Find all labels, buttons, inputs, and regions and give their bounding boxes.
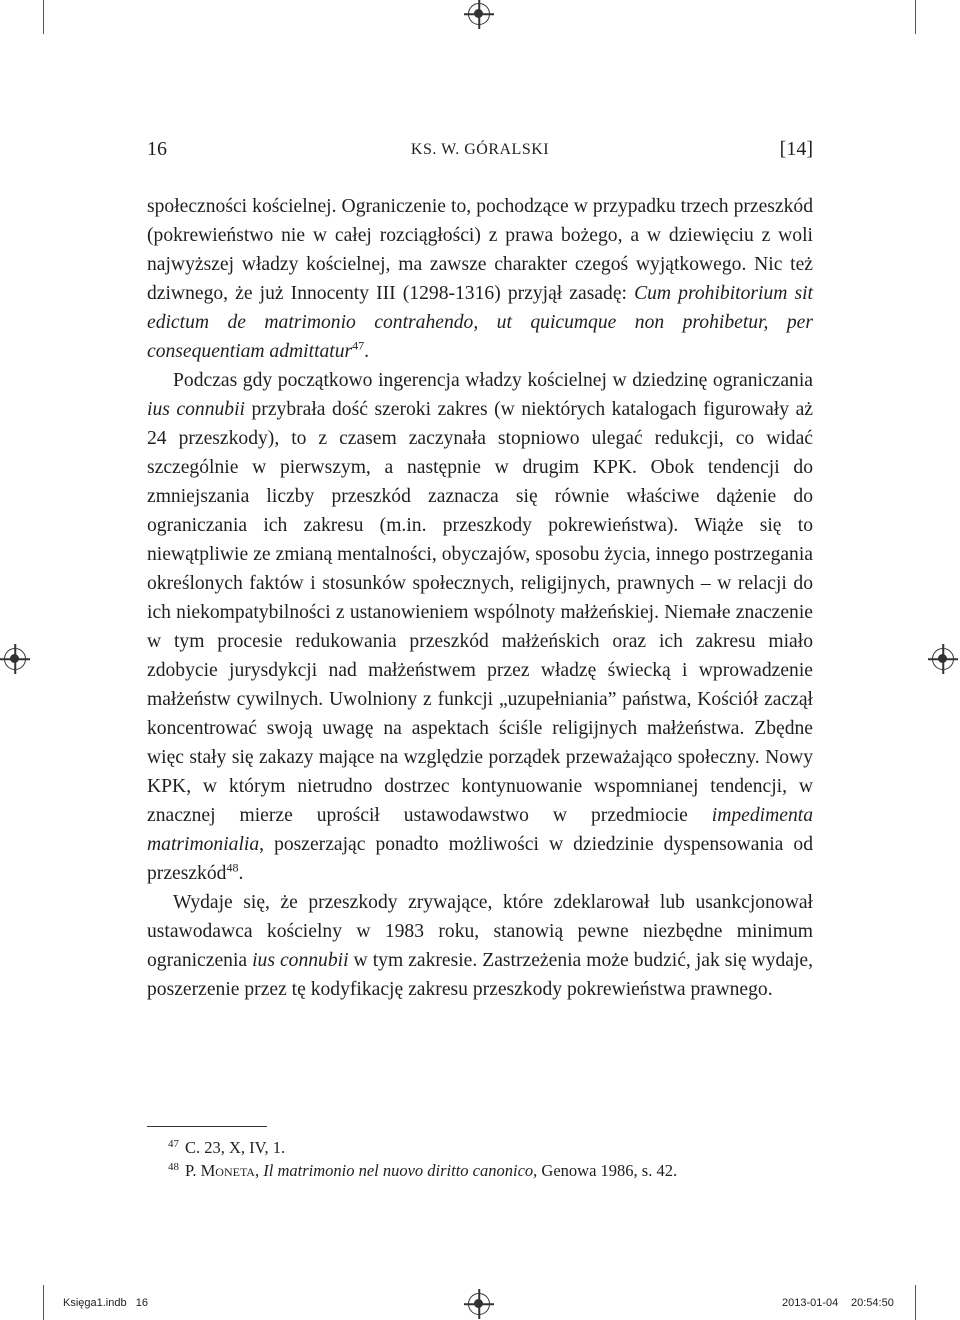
- footnote-number: 48: [168, 1160, 179, 1173]
- paragraph-text: przybrała dość szeroki zakres (w niektórych katalogach figurowały aż 24 przeszkody), to z czasem zaczynała stopniowo ulegać redukcji, co widać szczególnie w pierwszym, a następnie w drugim KPK. Obok tendencji do zmniejszania liczby przeszkód zaznacza się równie właściwe dążenie do ograniczania ich zakresu (m.in. przeszkody pokrewieństwa). Wiąże się to niewątpliwie ze zmianą mentalności, obyczajów, sposobu życia, innego postrzegania określonych faktów i stosunków społecznych, religijnych, prawnych – w relacji do ich niekompatybilności z ustanowieniem wspólnoty małżeńskiej. Niemałe znaczenie w tym procesie redukowania przeszkód małżeńskich oraz ich zakresu miało zdobycie jurysdykcji nad małżeństwem przez władzę świecką i wprowadzenie małżeństw cywilnych. Uwolniony z funkcji „uzupełniania” państwa, Kościół zaczął koncentrować swoją uwagę na aspektach ściśle religijnych małżeństwa. Zbędne więc stały się zakazy mające na względzie porządek przeważająco społeczny. Nowy KPK, w którym nietrudno dostrzec kontynuowanie wspomnianej tendencji, w znacznej mierze uprościł ustawodawstwo w przedmiocie: [147, 399, 813, 826]
- footnotes: [168, 1136, 808, 1182]
- paragraph-text: , poszerzając ponadto możliwości w dziedzinie dyspensowania od przeszkód: [147, 834, 813, 884]
- footnote-text: Genowa 1986, s. 42.: [537, 1161, 678, 1180]
- running-head-author: KS. W. GÓRALSKI: [410, 141, 550, 158]
- slug-time: 20:54:50: [851, 1297, 894, 1309]
- footnote-48: [168, 1159, 808, 1182]
- registration-mark-icon: [468, 3, 490, 25]
- footnote-author-initial: P.: [185, 1161, 201, 1180]
- footnote-ref-48[interactable]: 48: [226, 860, 239, 875]
- footnote-title: Il matrimonio nel nuovo diritto canonico,: [263, 1161, 538, 1180]
- paragraph-3: [147, 888, 813, 1004]
- paragraph-text: społeczności kościelnej. Ograniczenie to, pochodzące w przypadku trzech przeszkód (pokrewieństwo nie w całej rozciągłości) z prawa bożego, a w dziewięciu z woli najwyższej władzy kościelnej, ma zawsze charakter czegoś wyjątkowego. Nic też dziwnego, że już Innocenty III (1298-1316) przyjął zasadę:: [147, 196, 813, 304]
- paragraph-text: .: [364, 341, 370, 362]
- footnote-47: [168, 1136, 808, 1159]
- crop-mark-bottom-right: [915, 1285, 916, 1320]
- footnote-separator: [147, 1126, 267, 1127]
- registration-mark-icon: [932, 648, 954, 670]
- section-marker: [14]: [779, 138, 813, 160]
- paragraph-text: Wydaje się, że przeszkody zrywające, które zdeklarował lub usankcjonował ustawodawca kościelny w 1983 roku, stanowią pewne niezbędne minimum ograniczenia: [147, 892, 813, 971]
- slug-date: 2013-01-04: [782, 1297, 839, 1309]
- crop-mark-top-right: [915, 0, 916, 34]
- registration-mark-icon: [4, 648, 26, 670]
- registration-mark-icon: [468, 1293, 490, 1315]
- latin-term: impedimenta matrimonialia: [147, 805, 813, 855]
- footnote-text: C. 23, X, IV, 1.: [185, 1138, 286, 1157]
- latin-term: ius connubii: [252, 950, 349, 971]
- body-text: [147, 192, 813, 1004]
- footnote-ref-47[interactable]: 47: [352, 338, 365, 353]
- footnote-text: ,: [254, 1161, 264, 1180]
- paragraph-text: w tym zakresie. Zastrzeżenia może budzić, jak się wydaje, poszerzenie przez tę kodyfikację zakresu przeszkody pokrewieństwa prawnego.: [147, 950, 814, 1000]
- footnote-number: 47: [168, 1137, 179, 1150]
- latin-term: ius connubii: [147, 399, 245, 420]
- paragraph-2: [147, 366, 813, 888]
- latin-quote: Cum prohibitorium sit edictum de matrimonio contrahendo, ut quicumque non prohibetur, per consequentiam admittatur: [147, 283, 814, 362]
- paragraph-text: .: [238, 863, 244, 884]
- running-header: [147, 138, 813, 164]
- crop-mark-bottom-left: [43, 1285, 44, 1320]
- crop-mark-top-left: [43, 0, 44, 34]
- footnote-author: Moneta: [200, 1161, 255, 1180]
- page-number: 16: [147, 138, 167, 160]
- slug-filename: Księga1.indb 16: [63, 1297, 149, 1309]
- paragraph-text: Podczas gdy początkowo ingerencja władzy kościelnej w dziedzinę ograniczania: [173, 370, 813, 391]
- paragraph-1: [147, 192, 813, 366]
